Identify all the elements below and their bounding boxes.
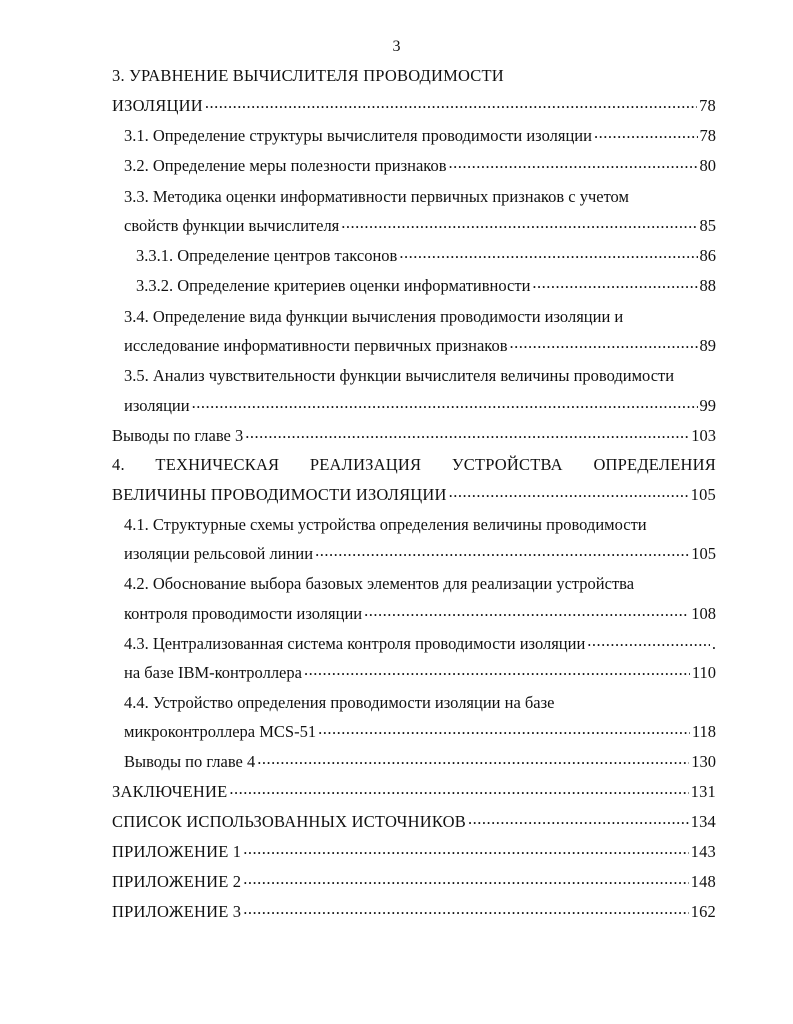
toc-entry-text: Выводы по главе 4 — [124, 752, 256, 771]
leader-dots — [510, 337, 698, 351]
toc-page-number: 108 — [691, 604, 716, 623]
leader-dots — [594, 127, 698, 141]
chapter4-word: ТЕХНИЧЕСКАЯ — [155, 455, 280, 474]
leader-dots — [315, 545, 689, 559]
toc-entry-3-5[interactable] — [124, 396, 716, 416]
leader-dots — [229, 783, 688, 797]
toc-entry-text: исследование информативности первичных признаков — [124, 336, 508, 355]
chapter4-word: РЕАЛИЗАЦИЯ — [309, 455, 422, 474]
toc-page-number: 89 — [699, 336, 716, 355]
toc-chapter4-title-line1 — [112, 455, 716, 475]
page-number: 3 — [392, 38, 401, 55]
toc-chapter3-title-line2[interactable] — [112, 96, 716, 116]
toc-page-number: 105 — [690, 485, 716, 504]
leader-dots — [205, 97, 697, 111]
toc-entry-text: изоляции рельсовой линии — [124, 544, 314, 563]
leader-dots — [192, 397, 698, 411]
toc-entry-text: 3.3.1. Определение центров таксонов — [136, 246, 398, 265]
toc-entry-4-3[interactable] — [124, 663, 716, 683]
toc-entry-text: ПРИЛОЖЕНИЕ 1 — [112, 842, 242, 861]
toc-page-number: 110 — [691, 663, 716, 682]
toc-entry-text: ВЕЛИЧИНЫ ПРОВОДИМОСТИ ИЗОЛЯЦИИ — [112, 485, 447, 504]
toc-page-number: 105 — [691, 544, 716, 563]
toc-page-number: 130 — [691, 752, 716, 771]
toc-entry-text: изоляции — [124, 396, 190, 415]
chapter4-word: УСТРОЙСТВА — [451, 455, 563, 474]
toc-page-number: 86 — [699, 246, 716, 265]
toc-entry-3-3-2[interactable] — [136, 276, 716, 296]
leader-dots — [245, 427, 689, 441]
leader-dots — [243, 873, 688, 887]
toc-entry-3-3-1[interactable] — [136, 246, 716, 266]
toc-entry-text: Выводы по главе 3 — [112, 426, 244, 445]
toc-entry-4-4[interactable] — [124, 722, 716, 742]
toc-page-number: 143 — [690, 842, 716, 861]
leader-dots — [449, 486, 689, 500]
toc-entry-text: ПРИЛОЖЕНИЕ 3 — [112, 902, 242, 921]
toc-entry-conclusions-4[interactable] — [124, 752, 716, 772]
toc-entry-4-1[interactable] — [124, 544, 716, 564]
leader-dots — [449, 157, 698, 171]
toc-entry-text: 4.3. Централизованная система контроля проводимости изоляции — [124, 634, 586, 653]
toc-page-number: 131 — [690, 782, 716, 801]
toc-page-number: 88 — [699, 276, 716, 295]
toc-page-number: 80 — [699, 156, 716, 175]
toc-line-end: . — [711, 634, 716, 653]
leader-dots — [364, 605, 689, 619]
toc-entry-3-5-line1: 3.5. Анализ чувствительности функции вычислителя величины проводимости — [124, 366, 675, 385]
toc-page-number: 78 — [699, 126, 716, 145]
toc-entry-text: на базе IBM-контроллера — [124, 663, 302, 682]
chapter4-word: ОПРЕДЕЛЕНИЯ — [593, 455, 716, 474]
toc-entry-appendix-1[interactable] — [112, 842, 716, 862]
toc-page-number: 134 — [690, 812, 716, 831]
toc-entry-appendix-3[interactable] — [112, 902, 716, 922]
toc-chapter3-title-line1: 3. УРАВНЕНИЕ ВЫЧИСЛИТЕЛЯ ПРОВОДИМОСТИ — [112, 66, 504, 85]
toc-entry-appendix-2[interactable] — [112, 872, 716, 892]
toc-entry-4-1-line1: 4.1. Структурные схемы устройства определения величины проводимости — [124, 515, 647, 534]
toc-entry-4-2-line1: 4.2. Обоснование выбора базовых элементов для реализации устройства — [124, 574, 635, 593]
toc-page-number: 118 — [691, 722, 716, 741]
toc-entry-4-3-line1 — [124, 634, 716, 654]
leader-dots — [318, 723, 690, 737]
toc-entry-text: 3.3.2. Определение критериев оценки информативности — [136, 276, 531, 295]
leader-dots — [243, 843, 688, 857]
toc-page-number: 99 — [699, 396, 716, 415]
toc-page-number: 103 — [691, 426, 716, 445]
toc-entry-conclusion[interactable] — [112, 782, 716, 802]
leader-dots — [399, 247, 697, 261]
toc-entry-conclusions-3[interactable] — [112, 426, 716, 446]
leader-dots — [304, 664, 690, 678]
toc-entry-3-4-line1: 3.4. Определение вида функции вычисления проводимости изоляции и — [124, 307, 624, 326]
toc-entry-text: ИЗОЛЯЦИИ — [112, 96, 203, 115]
toc-page-number: 85 — [699, 216, 716, 235]
toc-chapter4-title-line2[interactable] — [112, 485, 716, 505]
toc-entry-text: 3.1. Определение структуры вычислителя проводимости изоляции — [124, 126, 592, 145]
toc-entry-3-4[interactable] — [124, 336, 716, 356]
toc-entry-4-2[interactable] — [124, 604, 716, 624]
toc-entry-3-3-line1: 3.3. Методика оценки информативности первичных признаков с учетом — [124, 187, 629, 206]
toc-entry-text: ЗАКЛЮЧЕНИЕ — [112, 782, 228, 801]
toc-entry-3-2[interactable] — [124, 156, 716, 176]
leader-dots — [341, 217, 697, 231]
toc-entry-text: контроля проводимости изоляции — [124, 604, 363, 623]
toc-entry-3-1[interactable] — [124, 126, 716, 146]
leader-dots — [468, 813, 689, 827]
toc-entry-4-4-line1: 4.4. Устройство определения проводимости изоляции на базе — [124, 693, 555, 712]
toc-page-number: 148 — [690, 872, 716, 891]
toc-entry-3-3[interactable] — [124, 216, 716, 236]
leader-dots — [243, 903, 688, 917]
leader-dots — [587, 635, 710, 649]
toc-entry-text: ПРИЛОЖЕНИЕ 2 — [112, 872, 242, 891]
toc-entry-text: СПИСОК ИСПОЛЬЗОВАННЫХ ИСТОЧНИКОВ — [112, 812, 466, 831]
toc-page-number: 162 — [690, 902, 716, 921]
leader-dots — [257, 753, 689, 767]
toc-entry-sources[interactable] — [112, 812, 716, 832]
chapter4-word: 4. — [112, 455, 125, 474]
toc-page-number: 78 — [699, 96, 716, 115]
leader-dots — [532, 277, 697, 291]
toc-entry-text: свойств функции вычислителя — [124, 216, 340, 235]
toc-entry-text: 3.2. Определение меры полезности признаков — [124, 156, 447, 175]
toc-entry-text: микроконтроллера MCS-51 — [124, 722, 317, 741]
